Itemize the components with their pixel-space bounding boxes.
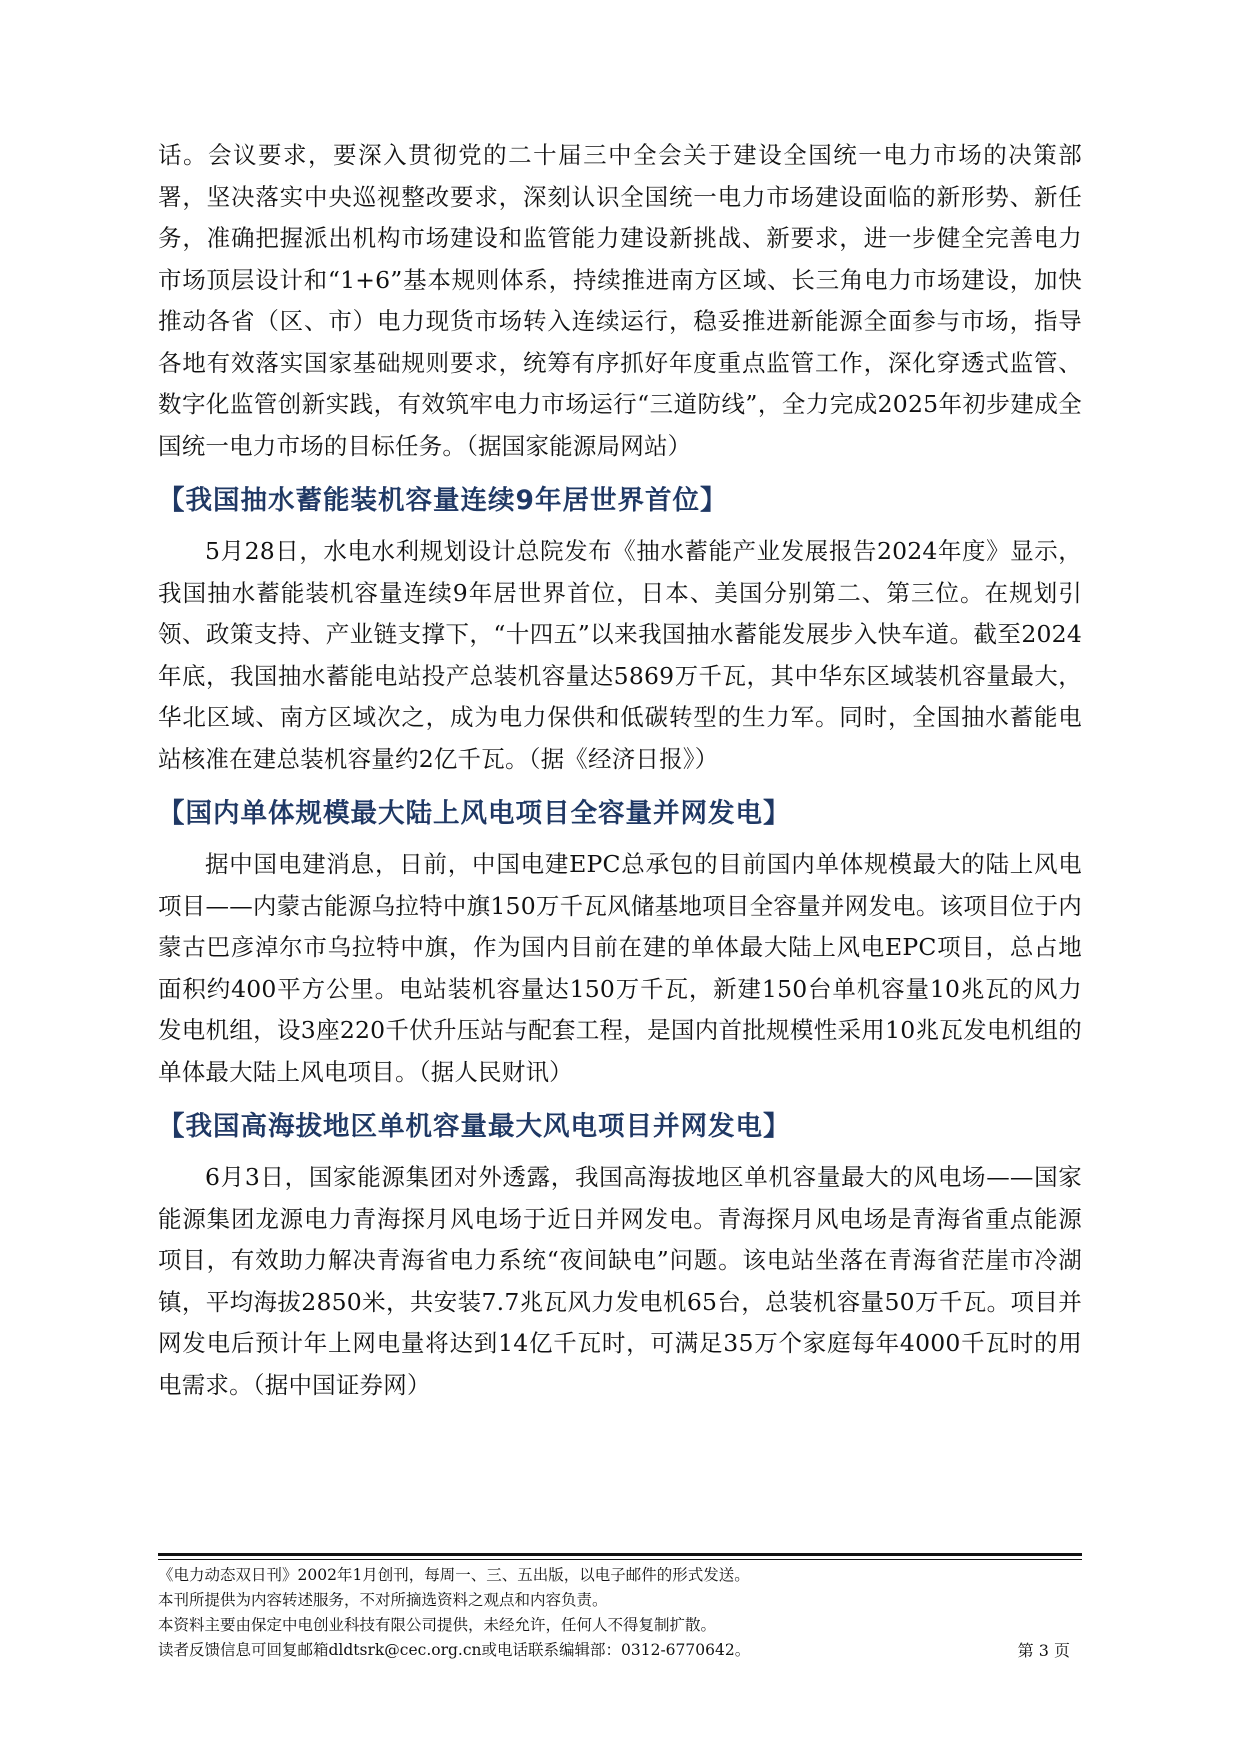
- footer-divider-thick: [158, 1553, 1082, 1556]
- article-body-onshore-wind: 据中国电建消息，日前，中国电建EPC总承包的目前国内单体规模最大的陆上风电项目——内蒙古能源乌拉特中旗150万千瓦风储基地项目全容量并网发电。该项目位于内蒙古巴彦淖尔市乌拉特中旗，作为国内目前在建的单体最大陆上风电EPC项目，总占地面积约400平方公里。电站装机容量达150万千瓦，新建150台单机容量10兆瓦的风力发电机组，设3座220千伏升压站与配套工程，是国内首批规模性采用10兆瓦发电机组的单体最大陆上风电项目。（据人民财讯）: [158, 850, 1082, 1086]
- article-heading-onshore-wind: 【国内单体规模最大陆上风电项目全容量并网发电】: [158, 798, 791, 829]
- footer: [158, 1563, 1082, 1663]
- footer-disclaimer: 本刊所提供为内容转述服务，不对所摘选资料之观点和内容负责。: [158, 1591, 608, 1609]
- article-heading-high-altitude-wind: 【我国高海拔地区单机容量最大风电项目并网发电】: [158, 1111, 791, 1142]
- footer-publication-info: 《电力动态双日刊》2002年1月创刊，每周一、三、五出版，以电子邮件的形式发送。: [158, 1566, 750, 1584]
- footer-contact: 读者反馈信息可回复邮箱dldtsrk@cec.org.cn或电话联系编辑部：0312-6770642。: [158, 1641, 751, 1659]
- article-content: [158, 135, 1082, 1406]
- article-body-pumped-storage: 5月28日，水电水利规划设计总院发布《抽水蓄能产业发展报告2024年度》显示，我国抽水蓄能装机容量连续9年居世界首位，日本、美国分别第二、第三位。在规划引领、政策支持、产业链支撑下，“十四五”以来我国抽水蓄能发展步入快车道。截至2024年底，我国抽水蓄能电站投产总装机容量达5869万千瓦，其中华东区域装机容量最大，华北区域、南方区域次之，成为电力保供和低碳转型的生力军。同时，全国抽水蓄能电站核准在建总装机容量约2亿千瓦。（据《经济日报》）: [158, 537, 1082, 773]
- intro-paragraph: 话。会议要求，要深入贯彻党的二十届三中全会关于建设全国统一电力市场的决策部署，坚决落实中央巡视整改要求，深刻认识全国统一电力市场建设面临的新形势、新任务，准确把握派出机构市场建设和监管能力建设新挑战、新要求，进一步健全完善电力市场顶层设计和“1+6”基本规则体系，持续推进南方区域、长三角电力市场建设，加快推动各省（区、市）电力现货市场转入连续运行，稳妥推进新能源全面参与市场，指导各地有效落实国家基础规则要求，统筹有序抓好年度重点监管工作，深化穿透式监管、数字化监管创新实践，有效筑牢电力市场运行“三道防线”，全力完成2025年初步建成全国统一电力市场的目标任务。（据国家能源局网站）: [158, 141, 1082, 460]
- footer-divider-thin: [158, 1559, 1082, 1560]
- page-number: 第 3 页: [1017, 1641, 1070, 1660]
- article-heading-pumped-storage: 【我国抽水蓄能装机容量连续9年居世界首位】: [158, 485, 728, 516]
- footer-copyright: 本资料主要由保定中电创业科技有限公司提供，未经允许，任何人不得复制扩散。: [158, 1616, 717, 1634]
- article-body-high-altitude-wind: 6月3日，国家能源集团对外透露，我国高海拔地区单机容量最大的风电场——国家能源集团龙源电力青海探月风电场于近日并网发电。青海探月风电场是青海省重点能源项目，有效助力解决青海省电力系统“夜间缺电”问题。该电站坐落在青海省茫崖市冷湖镇，平均海拔2850米，共安装7.7兆瓦风力发电机65台，总装机容量50万千瓦。项目并网发电后预计年上网电量将达到14亿千瓦时，可满足35万个家庭每年4000千瓦时的用电需求。（据中国证券网）: [158, 1163, 1082, 1399]
